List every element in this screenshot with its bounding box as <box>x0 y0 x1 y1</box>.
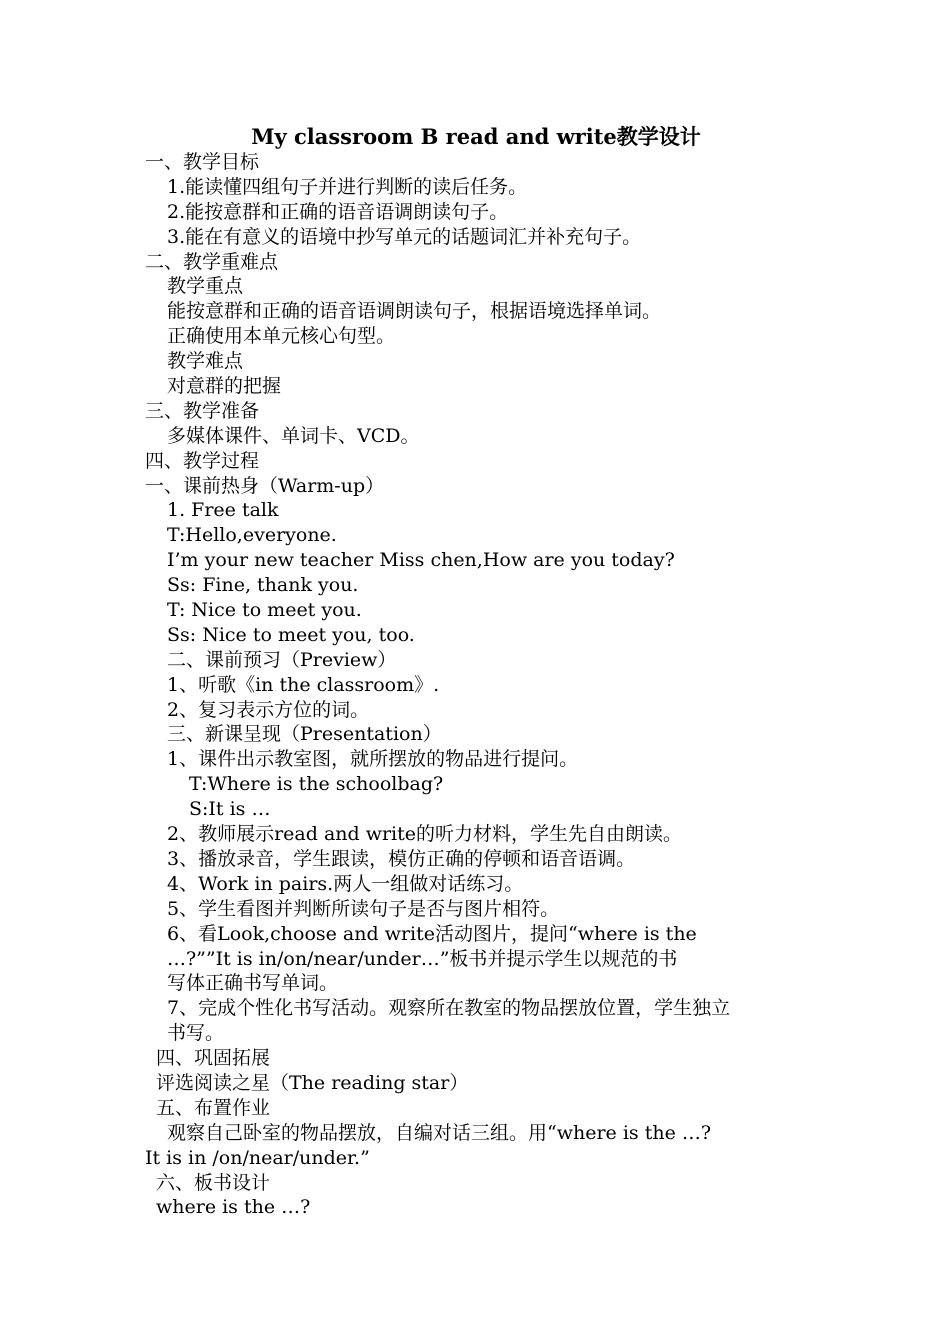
text-line: T:Where is the schoolbag? <box>189 773 444 796</box>
text-line: 2、教师展示read and write的听力材料，学生先自由朗读。 <box>167 823 683 846</box>
text-line: It is in /on/near/under.” <box>145 1146 370 1169</box>
text-line: 能按意群和正确的语音语调朗读句子，根据语境选择单词。 <box>167 300 662 323</box>
text-line: Ss: Nice to meet you, too. <box>167 623 415 646</box>
text-line: 教学难点 <box>167 350 244 373</box>
text-line: 二、课前预习（Preview） <box>167 648 397 671</box>
text-line: 三、教学准备 <box>145 399 260 422</box>
text-line: 6、看Look,choose and write活动图片，提问“where is the <box>167 922 697 945</box>
text-line: 正确使用本单元核心句型。 <box>167 325 396 348</box>
text-line: …?””It is in/on/near/under…”板书并提示学生以规范的书 <box>167 947 678 970</box>
text-line: 2、复习表示方位的词。 <box>167 698 370 721</box>
document-body <box>145 150 810 1220</box>
text-line: 2.能按意群和正确的语音语调朗读句子。 <box>167 200 509 223</box>
text-line: 5、学生看图并判断所读句子是否与图片相符。 <box>167 897 560 920</box>
text-line: 1、课件出示教室图，就所摆放的物品进行提问。 <box>167 748 579 771</box>
text-line: I’m your new teacher Miss chen,How are you today? <box>167 549 675 572</box>
text-line: 对意群的把握 <box>167 375 282 398</box>
document-title: My classroom B read and write教学设计 <box>251 124 701 149</box>
text-line: 观察自己卧室的物品摆放，自编对话三组。用“where is the …? <box>167 1121 712 1144</box>
text-line: 三、新课呈现（Presentation） <box>167 723 442 746</box>
text-line: 评选阅读之星（The reading star） <box>156 1071 469 1094</box>
text-line: 7、完成个性化书写活动。观察所在教室的物品摆放位置，学生独立 <box>167 997 731 1020</box>
text-line: 一、课前热身（Warm-up） <box>145 474 385 497</box>
text-line: 1.能读懂四组句子并进行判断的读后任务。 <box>167 175 528 198</box>
text-line: 一、教学目标 <box>145 151 260 173</box>
text-line: 1. Free talk <box>167 499 279 522</box>
text-line: 五、布置作业 <box>156 1096 271 1119</box>
text-line: 写体正确书写单词。 <box>167 972 339 995</box>
text-line: 多媒体课件、单词卡、VCD。 <box>167 424 420 447</box>
text-line: 四、教学过程 <box>145 449 260 472</box>
text-line: 二、教学重难点 <box>145 250 279 273</box>
text-line: Ss: Fine, thank you. <box>167 574 359 597</box>
text-line: 四、巩固拓展 <box>156 1047 271 1070</box>
text-line: 3.能在有意义的语境中抄写单元的话题词汇并补充句子。 <box>167 225 642 248</box>
text-line: 3、播放录音，学生跟读，模仿正确的停顿和语音语调。 <box>167 847 636 870</box>
text-line: 书写。 <box>167 1022 225 1045</box>
text-line: 六、板书设计 <box>156 1171 271 1194</box>
text-line: 1、听歌《in the classroom》. <box>167 673 440 696</box>
text-line: S:It is … <box>189 798 271 821</box>
text-line: T: Nice to meet you. <box>167 599 362 622</box>
text-line: T:Hello,everyone. <box>167 524 337 547</box>
text-line: 教学重点 <box>167 275 244 298</box>
text-line: where is the …? <box>156 1196 311 1219</box>
text-line: 4、Work in pairs.两人一组做对话练习。 <box>167 872 524 895</box>
